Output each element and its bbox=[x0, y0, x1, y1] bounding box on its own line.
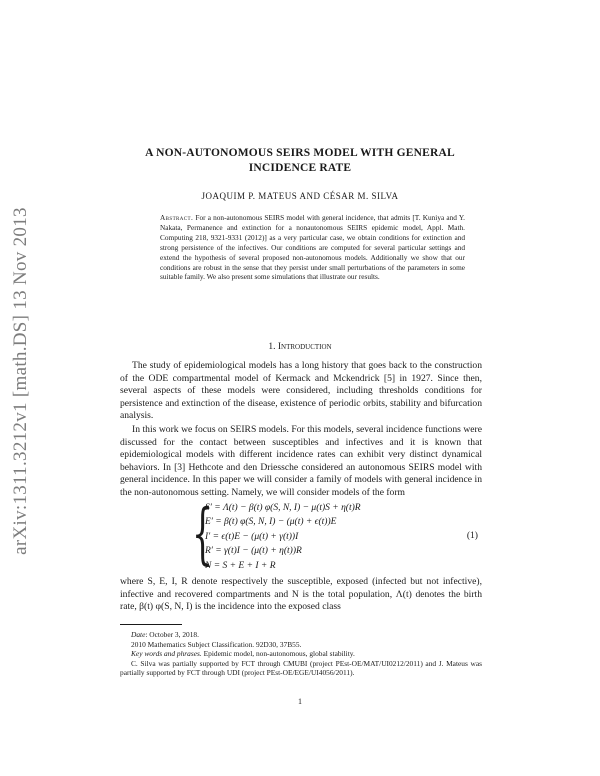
title-line-2: INCIDENCE RATE bbox=[248, 162, 352, 174]
intro-paragraph-3: where S, E, I, R denote respectively the susceptible, exposed (infected but not infective), infective and recovered compartments and N is the total population, Λ(t) denotes the birth rate, β(t) φ(S, N, I) is the incidence into the exposed class bbox=[120, 576, 482, 613]
equation-susceptible: S′ = Λ(t) − β(t) φ(S, N, I) − μ(t)S + η(t)R bbox=[205, 503, 361, 513]
abstract-label: Abstract. bbox=[160, 213, 194, 222]
footnote-date bbox=[120, 630, 482, 639]
arxiv-stamp-text: arXiv:1311.3212v1 [math.DS] 13 Nov 2013 bbox=[10, 207, 32, 555]
intro-paragraph-1-text: The study of epidemiological models has a long history that goes back to the construction of the ODE compartmental model of Kermack and Mckendrick [5] in 1927. Since then, several aspects of these models were considered, including thresholds conditions for persistence and extinction of the disease, existence of periodic orbits, stability and bifurcation analysis. bbox=[120, 360, 482, 422]
arxiv-identifier-stamp bbox=[2, 176, 40, 586]
page-number: 1 bbox=[298, 697, 302, 706]
equation-lines bbox=[205, 501, 361, 573]
section-title: Introduction bbox=[277, 342, 332, 352]
footnote-msc-value: 92D30, 37B55. bbox=[254, 640, 302, 649]
abstract-text: For a non-autonomous SEIRS model with general incidence, that admits [T. Kuniya and Y. Nakata, Permanence and extinction for a nonautonomous SEIRS epidemic model, Appl. Math. Computing 218, 9321-9331 (2012)] as a very particular case, we obtain conditions for extinction and strong persistence of the infectives. Our conditions are computed for several particular settings and extend the hypothesis of several proposed non-autonomous models. Additionally we show that our conditions are robust in the sense that they persist under small perturbations of the parameters in some suitable family. We also present some simulations that illustrate our results. bbox=[160, 213, 465, 282]
equation-exposed: E′ = β(t) φ(S, N, I) − (μ(t) + ϵ(t))E bbox=[205, 517, 337, 528]
paper-title bbox=[120, 146, 480, 176]
intro-paragraph-2-text: In this work we focus on SEIRS models. For this models, several incidence functions were discussed for the contact between susceptibles and infectives and it is known that epidemiological models with different incidence rates can exhibit very distinct dynamical behaviors. In [3] Hethcote and den Driessche considered an autonomous SEIRS model with general incidence. In this paper we will consider a family of models with general incidence in the non-autonomous setting. Namely, we will consider models of the form bbox=[120, 424, 482, 498]
footnote-msc-label: 2010 Mathematics Subject Classification. bbox=[131, 640, 255, 649]
equation-brace: { bbox=[192, 495, 213, 572]
footnote-date-value: : October 3, 2018. bbox=[145, 630, 199, 639]
footnote-keywords bbox=[120, 649, 482, 658]
equation-infective: I′ = ϵ(t)E − (μ(t) + γ(t))I bbox=[205, 531, 299, 542]
footnote-rule bbox=[120, 624, 182, 625]
intro-paragraph-2 bbox=[120, 424, 482, 500]
equation-total-population: N = S + E + I + R bbox=[205, 560, 276, 571]
footnote-date-label: Date bbox=[131, 630, 146, 639]
footnote-msc bbox=[120, 640, 482, 649]
equation-recovered: R′ = γ(t)I − (μ(t) + η(t))R bbox=[205, 546, 302, 557]
footnote-keywords-value: Epidemic model, non-autonomous, global stability. bbox=[201, 649, 355, 658]
intro-paragraph-1 bbox=[120, 360, 482, 423]
footnote-funding-text: C. Silva was partially supported by FCT through CMUBI (project PEst-OE/MAT/UI0212/2011) and J. Mateus was partially supported by FCT through UDI (project PEst-OE/EGE/UI4056/2011). bbox=[120, 659, 482, 678]
footnote-keywords-label: Key words and phrases. bbox=[131, 649, 202, 658]
abstract bbox=[160, 213, 465, 282]
footnote-funding bbox=[120, 659, 482, 677]
equation-number: (1) bbox=[466, 530, 478, 541]
equation-system bbox=[192, 495, 492, 574]
author-list: JOAQUIM P. MATEUS AND CÉSAR M. SILVA bbox=[201, 191, 399, 201]
section-number: 1. bbox=[268, 342, 276, 352]
section-heading bbox=[120, 342, 480, 352]
title-line-1: A NON-AUTONOMOUS SEIRS MODEL WITH GENERAL bbox=[145, 147, 455, 159]
